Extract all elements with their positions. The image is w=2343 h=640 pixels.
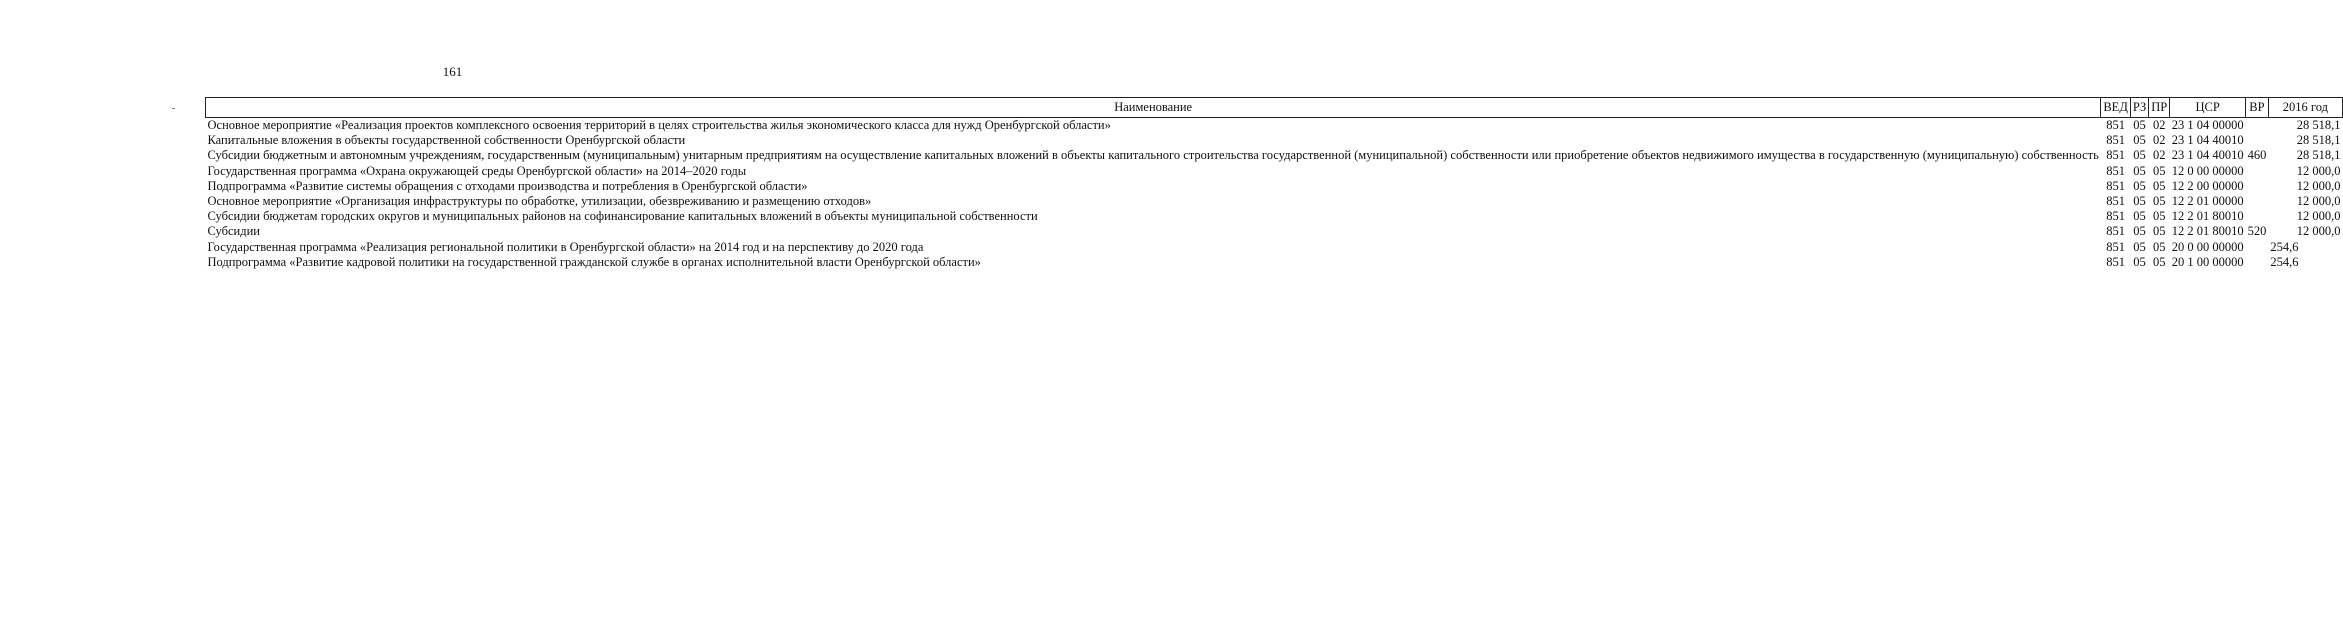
row-rz: 05	[2133, 178, 2146, 193]
row-pr: 05	[2152, 194, 2166, 209]
row-ved: 851	[2106, 224, 2125, 239]
row-pr: 05	[2152, 163, 2166, 178]
row-rz: 05	[2133, 209, 2146, 224]
row-ved: 851	[2106, 178, 2125, 193]
row-csr: 12 0 00 00000	[2171, 163, 2244, 178]
table-row	[206, 194, 2343, 209]
row-amount: 12 000,0	[2296, 224, 2341, 239]
row-name: Капитальные вложения в объекты государственной собственности Оренбургской области	[207, 133, 686, 148]
table-body	[206, 118, 2343, 271]
row-ved: 851	[2106, 148, 2125, 163]
row-rz: 05	[2133, 163, 2146, 178]
row-pr: 05	[2152, 224, 2166, 239]
row-csr: 23 1 04 40010	[2171, 133, 2244, 148]
row-ved: 851	[2106, 209, 2125, 224]
row-name: Основное мероприятие «Реализация проектов комплексного освоения территорий в целях строительства жилья экономического класса для нужд Оренбургской области»	[207, 118, 1111, 132]
header-rz: РЗ	[2130, 98, 2148, 118]
row-pr: 02	[2152, 118, 2166, 132]
row-rz: 05	[2133, 133, 2146, 148]
row-vr: 520	[2247, 224, 2267, 239]
table-row	[206, 255, 2343, 270]
row-csr: 12 2 01 00000	[2171, 194, 2244, 209]
row-csr: 23 1 04 00000	[2171, 118, 2244, 132]
table-row	[206, 148, 2343, 163]
row-amount: 254,6	[2270, 239, 2299, 254]
row-csr: 12 2 01 80010	[2171, 209, 2244, 224]
row-amount: 12 000,0	[2296, 163, 2341, 178]
row-name: Подпрограмма «Развитие системы обращения с отходами производства и потребления в Оренбургской области»	[207, 178, 808, 193]
row-csr: 12 2 00 00000	[2171, 178, 2244, 193]
row-rz: 05	[2133, 148, 2146, 163]
table-row	[206, 209, 2343, 224]
table-row	[206, 133, 2343, 148]
header-year: 2016 год	[2268, 98, 2342, 118]
row-csr: 20 1 00 00000	[2171, 254, 2244, 269]
header-csr: ЦСР	[2170, 98, 2246, 118]
row-csr: 20 0 00 00000	[2171, 239, 2244, 254]
row-rz: 05	[2133, 194, 2146, 209]
header-pr: ПР	[2149, 98, 2170, 118]
row-amount: 28 518,1	[2296, 148, 2341, 163]
row-name: Основное мероприятие «Организация инфраструктуры по обработке, утилизации, обезвреживанию и размещению отходов»	[207, 194, 872, 209]
header-row	[206, 98, 2343, 118]
row-rz: 05	[2133, 224, 2146, 239]
row-vr	[2246, 194, 2269, 209]
row-vr	[2246, 179, 2269, 194]
row-amount: 28 518,1	[2296, 133, 2341, 148]
row-ved: 851	[2106, 118, 2125, 132]
row-name: Субсидии	[207, 224, 260, 239]
row-rz: 05	[2133, 239, 2146, 254]
row-pr: 02	[2152, 133, 2166, 148]
row-amount: 12 000,0	[2296, 194, 2341, 209]
row-amount: 28 518,1	[2296, 118, 2341, 132]
row-ved: 851	[2106, 239, 2125, 254]
row-amount: 12 000,0	[2296, 209, 2341, 224]
margin-mark	[172, 108, 175, 109]
table-row	[206, 240, 2343, 255]
table-row	[206, 118, 2343, 134]
row-rz: 05	[2133, 254, 2146, 269]
row-vr	[2246, 255, 2269, 270]
row-pr: 02	[2152, 148, 2166, 163]
row-vr	[2246, 118, 2269, 134]
header-ved: ВЕД	[2101, 98, 2131, 118]
row-vr	[2246, 209, 2269, 224]
row-pr: 05	[2152, 209, 2166, 224]
row-pr: 05	[2152, 178, 2166, 193]
row-name: Субсидии бюджетам городских округов и муниципальных районов на софинансирование капитальных вложений в объекты муниципальной собственности	[207, 209, 1038, 224]
table-row	[206, 224, 2343, 239]
table-row	[206, 164, 2343, 179]
row-csr: 12 2 01 80010	[2171, 224, 2244, 239]
row-ved: 851	[2106, 133, 2125, 148]
row-vr: 460	[2247, 148, 2267, 163]
row-name: Государственная программа «Охрана окружающей среды Оренбургской области» на 2014–2020 годы	[207, 163, 747, 178]
row-vr	[2246, 164, 2269, 179]
row-ved: 851	[2106, 254, 2125, 269]
row-ved: 851	[2106, 194, 2125, 209]
table-row	[206, 179, 2343, 194]
budget-table	[205, 97, 2343, 270]
header-vr: ВР	[2246, 98, 2269, 118]
row-csr: 23 1 04 40010	[2171, 148, 2244, 163]
row-name: Подпрограмма «Развитие кадровой политики на государственной гражданской службе в органах исполнительной власти Оренбургской области»	[207, 254, 981, 269]
header-name: Наименование	[206, 98, 2101, 118]
row-name: Субсидии бюджетным и автономным учреждениям, государственным (муниципальным) унитарным предприятиям на осуществление капитальных вложений в объекты капитального строительства государственной (муниципальной) собственности или приобретение объектов недвижимого имущества в государственную (муниципальную) собственность	[207, 148, 2099, 163]
row-pr: 05	[2152, 254, 2166, 269]
row-amount: 12 000,0	[2296, 178, 2341, 193]
row-vr	[2246, 240, 2269, 255]
row-name: Государственная программа «Реализация региональной политики в Оренбургской области» на 2014 год и на перспективу до 2020 года	[207, 239, 924, 254]
row-ved: 851	[2106, 163, 2125, 178]
row-amount: 254,6	[2270, 254, 2299, 269]
row-vr	[2246, 133, 2269, 148]
page-number: 161	[442, 64, 463, 79]
row-rz: 05	[2133, 118, 2146, 132]
row-pr: 05	[2152, 239, 2166, 254]
table-header	[206, 98, 2343, 118]
